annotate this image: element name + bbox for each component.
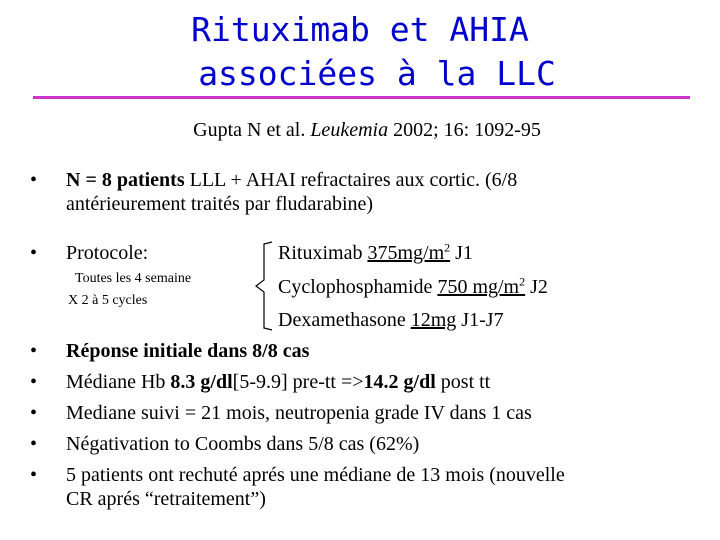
title-line-1: Rituximab et AHIA bbox=[191, 10, 529, 49]
bullet-patients bbox=[66, 168, 696, 216]
title-line-2: associées à la LLC bbox=[198, 54, 556, 93]
reference-details: 2002; 16: 1092-95 bbox=[393, 119, 541, 141]
bullet-marker: • bbox=[30, 242, 38, 264]
title-divider bbox=[33, 96, 690, 99]
protocol-brace-icon bbox=[246, 240, 276, 332]
patients-count: N = 8 patients bbox=[66, 169, 185, 191]
hb-post-value: 14.2 g/dl bbox=[363, 371, 436, 393]
bullet-marker: • bbox=[30, 464, 38, 486]
bullet-response bbox=[66, 339, 696, 363]
regimen-dexamethasone: Dexamethasone 12mg J1-J7 bbox=[278, 309, 504, 331]
patients-description: LLL + AHAI refractaires aux cortic. (6/8 bbox=[184, 169, 518, 191]
bullet-hemoglobin: Médiane Hb 8.3 g/dl[5-9.9] pre-tt =>14.2 g/dl post tt bbox=[66, 371, 491, 393]
reference-authors: Gupta N et al. bbox=[193, 119, 306, 141]
bullet-marker: • bbox=[30, 371, 38, 393]
relapse-line1: 5 patients ont rechuté aprés une médiane de 13 mois (nouvelle bbox=[66, 464, 565, 486]
protocol-schedule-line2: X 2 à 5 cycles bbox=[68, 293, 148, 308]
regimen-cyclophosphamide: Cyclophosphamide 750 $mg/m^2$ J2 bbox=[278, 274, 548, 298]
patients-description-line2: antérieurement traités par fludarabine) bbox=[66, 193, 374, 215]
slide-title bbox=[0, 8, 720, 96]
reference-citation bbox=[0, 118, 720, 142]
hb-pre-value: 8.3 g/dl bbox=[170, 371, 233, 393]
bullet-relapse bbox=[66, 463, 696, 511]
bullet-marker: • bbox=[30, 340, 38, 362]
bullet-followup: Mediane suivi = 21 mois, neutropenia grade IV dans 1 cas bbox=[66, 402, 532, 424]
reference-journal: Leukemia bbox=[310, 119, 389, 141]
protocol-label: Protocole: bbox=[66, 242, 149, 264]
cyclophosphamide-dose: 750 $mg/m^2$ bbox=[437, 274, 526, 298]
bullet-marker: • bbox=[30, 402, 38, 424]
protocol-schedule-line1: Toutes les 4 semaine bbox=[75, 271, 192, 286]
response-text: Réponse initiale dans 8/8 cas bbox=[66, 340, 310, 362]
regimen-rituximab: Rituximab $375mg/m^2$ J1 bbox=[278, 240, 473, 264]
relapse-line2: CR aprés “retraitement”) bbox=[66, 488, 266, 510]
bullet-coombs: Négativation to Coombs dans 5/8 cas (62%) bbox=[66, 433, 420, 455]
bullet-marker: • bbox=[30, 433, 38, 455]
bullet-marker: • bbox=[30, 169, 38, 191]
rituximab-dose: $375mg/m^2$ bbox=[367, 240, 451, 264]
dexamethasone-dose: 12mg bbox=[410, 309, 457, 331]
